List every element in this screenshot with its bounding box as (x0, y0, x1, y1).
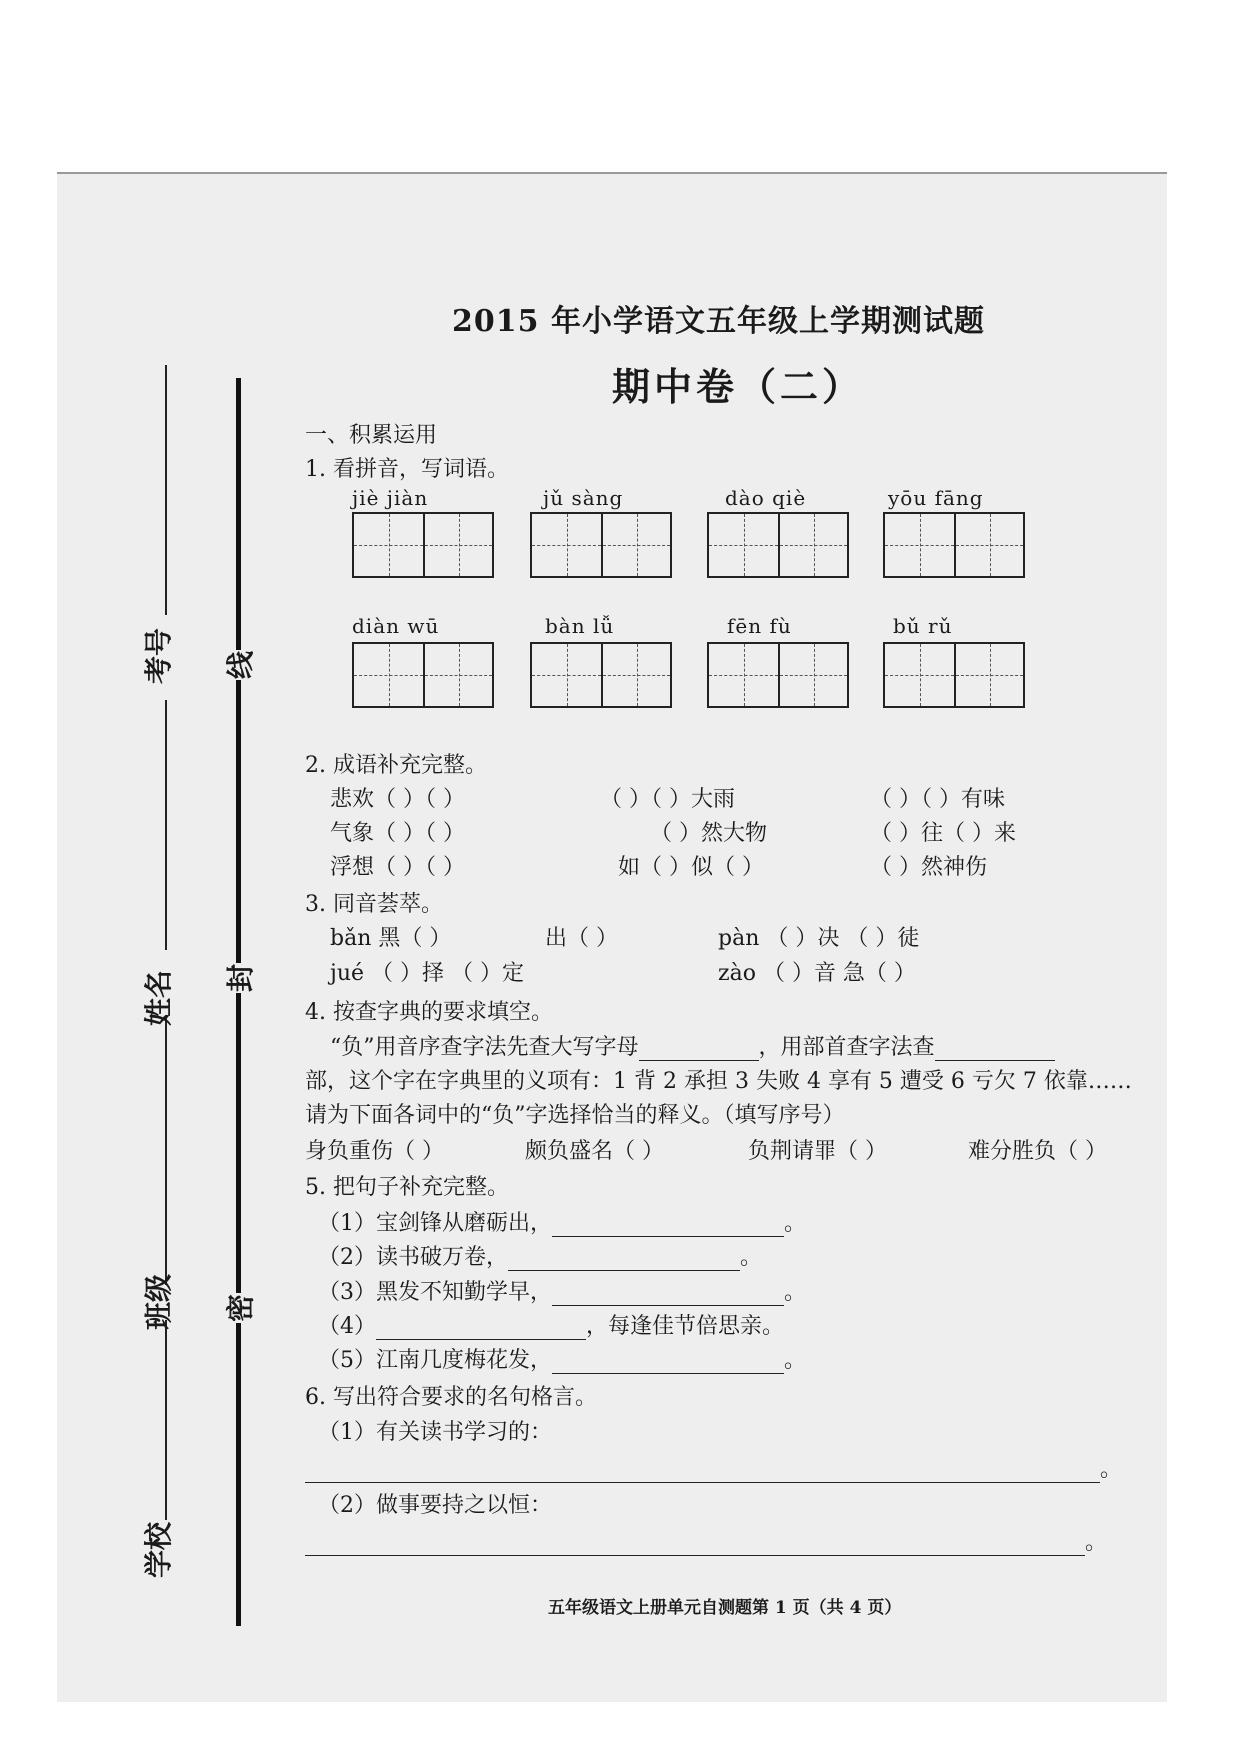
exam-number-label: 考号 (142, 628, 175, 685)
sentence-1 (318, 1206, 806, 1237)
school-label: 学校 (142, 1522, 175, 1579)
pinyin-8: bǔ rǔ (893, 614, 953, 638)
meaning-item-1: 身负重伤（ ） (305, 1139, 444, 1164)
sentence-4-end: ，每逢佳节倍思亲。 (586, 1314, 785, 1339)
sentence-3-end: 。 (784, 1280, 807, 1305)
idiom-9: （ ）然神伤 (870, 855, 987, 880)
sentence-2-start: （2）读书破万卷， (318, 1245, 508, 1270)
sentence-4-blank[interactable] (376, 1317, 586, 1340)
field-line-4 (165, 1320, 167, 1520)
idiom-8: 如（ ）似（ ） (618, 855, 764, 880)
motto-1-line (305, 1452, 1122, 1483)
sentence-3-start: （3）黑发不知勤学早， (318, 1280, 552, 1305)
writing-grid-5[interactable] (352, 642, 494, 708)
dictionary-line-1-text-b: ，用部首查字法查 (758, 1035, 935, 1060)
sentence-5-end: 。 (784, 1348, 807, 1373)
name-label: 姓名 (142, 970, 175, 1027)
letter-blank[interactable] (639, 1038, 759, 1061)
question-1-prompt: 1. 看拼音，写词语。 (305, 457, 509, 482)
seal-mi-mark: 密 (219, 1293, 259, 1323)
motto-2-line (305, 1525, 1107, 1556)
dictionary-line-1-text-a: “负”用音序查字法先查大写字母 (330, 1035, 639, 1060)
sentence-1-end: 。 (784, 1211, 807, 1236)
pinyin-4: yōu fāng (888, 486, 984, 510)
section-heading: 一、积累运用 (305, 423, 438, 448)
homophone-5: zào （ ）音 急（ ） (718, 961, 916, 986)
writing-grid-6[interactable] (530, 642, 672, 708)
dictionary-line-2: 部，这个字在字典里的义项有：1 背 2 承担 3 失败 4 享有 5 遭受 6 亏欠 7 依靠…… (305, 1069, 1132, 1094)
radical-blank[interactable] (935, 1038, 1055, 1061)
idiom-2: （ ）（ ）大雨 (600, 787, 735, 812)
question-2-prompt: 2. 成语补充完整。 (305, 753, 487, 778)
sentence-5-start: （5）江南几度梅花发， (318, 1348, 552, 1373)
idiom-7: 浮想（ ）（ ） (330, 855, 465, 880)
question-4-prompt: 4. 按查字典的要求填空。 (305, 1000, 553, 1025)
writing-grid-4[interactable] (883, 512, 1025, 578)
field-line-2 (165, 700, 167, 950)
sentence-5-blank[interactable] (552, 1351, 784, 1374)
field-line-3 (165, 1015, 167, 1285)
sentence-4 (318, 1309, 784, 1340)
dictionary-line-1 (330, 1030, 1055, 1061)
question-6-prompt: 6. 写出符合要求的名句格言。 (305, 1385, 597, 1410)
sentence-4-start: （4） (318, 1314, 376, 1339)
homophone-4: jué （ ）择 （ ）定 (330, 961, 524, 986)
pinyin-2: jǔ sàng (543, 486, 624, 510)
sentence-2-blank[interactable] (508, 1248, 740, 1271)
sentence-1-start: （1）宝剑锋从磨砺出， (318, 1211, 552, 1236)
pinyin-6: bàn lǚ (545, 614, 615, 638)
writing-grid-8[interactable] (883, 642, 1025, 708)
idiom-3: （ ）（ ）有味 (870, 787, 1005, 812)
question-3-prompt: 3. 同音荟萃。 (305, 892, 443, 917)
meaning-item-4: 难分胜负（ ） (968, 1139, 1107, 1164)
pinyin-1: jiè jiàn (352, 486, 429, 510)
binding-line (236, 378, 241, 1626)
idiom-4: 气象（ ）（ ） (330, 821, 465, 846)
motto-2-blank[interactable] (305, 1533, 1085, 1556)
pinyin-7: fēn fù (727, 614, 792, 638)
meaning-item-2: 颇负盛名（ ） (525, 1139, 664, 1164)
seal-line-mark: 线 (219, 650, 259, 680)
sentence-2-end: 。 (740, 1245, 763, 1270)
pinyin-5: diàn wū (352, 614, 440, 638)
idiom-6: （ ）往（ ）来 (870, 821, 1016, 846)
meaning-item-3: 负荆请罪（ ） (748, 1139, 887, 1164)
idiom-1: 悲欢（ ）（ ） (330, 787, 465, 812)
sentence-1-blank[interactable] (552, 1214, 784, 1237)
dictionary-line-3: 请为下面各词中的“负”字选择恰当的释义。（填写序号） (305, 1103, 845, 1128)
motto-1-blank[interactable] (305, 1460, 1100, 1483)
exam-title: 2015 年小学语文五年级上学期测试题 (452, 304, 985, 339)
writing-grid-2[interactable] (530, 512, 672, 578)
page-footer: 五年级语文上册单元自测题第 1 页（共 4 页） (548, 1598, 902, 1618)
motto-1-end: 。 (1100, 1457, 1123, 1482)
writing-grid-7[interactable] (707, 642, 849, 708)
homophone-3: pàn （ ）决 （ ）徒 (718, 926, 920, 951)
sentence-3-blank[interactable] (552, 1283, 784, 1306)
seal-feng-mark: 封 (219, 963, 259, 993)
field-line-1 (165, 365, 167, 615)
homophone-1: bǎn 黑（ ） (330, 926, 452, 951)
homophone-2: 出（ ） (545, 926, 618, 951)
writing-grid-1[interactable] (352, 512, 494, 578)
idiom-5: （ ）然大物 (650, 821, 767, 846)
exam-subtitle: 期中卷（二） (612, 364, 865, 409)
question-5-prompt: 5. 把句子补充完整。 (305, 1175, 509, 1200)
sentence-5 (318, 1343, 806, 1374)
sheet-top-edge (57, 172, 1167, 174)
motto-2-end: 。 (1085, 1530, 1108, 1555)
motto-2-label: （2）做事要持之以恒： (318, 1493, 552, 1518)
motto-1-label: （1）有关读书学习的： (318, 1420, 552, 1445)
writing-grid-3[interactable] (707, 512, 849, 578)
sentence-3 (318, 1275, 806, 1306)
class-label: 班级 (142, 1274, 175, 1331)
sentence-2 (318, 1240, 762, 1271)
pinyin-3: dào qiè (725, 486, 807, 510)
